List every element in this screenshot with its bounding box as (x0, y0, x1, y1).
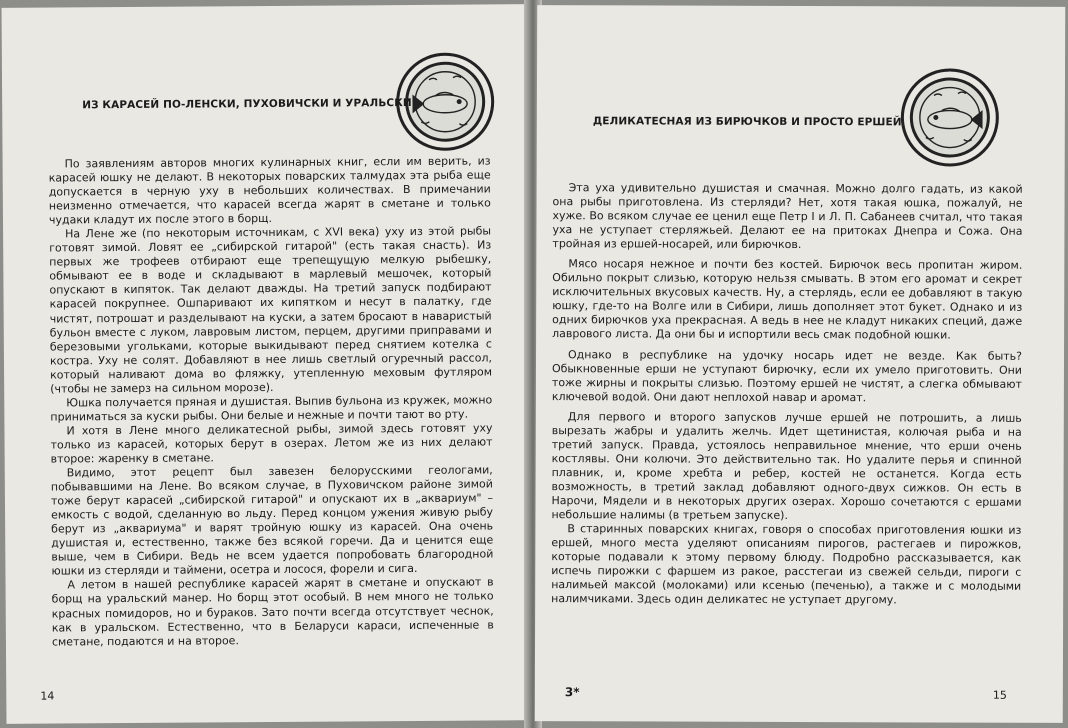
paragraph: В старинных поварских книгах, говоря о способах приготовления юшки из ершей, много места уделяют описаниям пирогов, растегаев и пирожков, которые подавали к этому первому блюду. Подробно рассказывается, как испечь пирожки с фаршем из ракое, расстегаи из свежей сельди, пироги с налимьей максой (молоками) или ксенью (печенью), а также и с молодыми налимчиками. Здесь один деликатес не уступает другому. (551, 522, 1022, 607)
left-heading: ИЗ КАРАСЕЙ ПО-ЛЕНСКИ, ПУХОВИЧСКИ И УРАЛЬСКИ (82, 96, 412, 112)
signature-mark: 3* (564, 685, 580, 700)
paragraph: Для первого и второго запусков лучше ершей не потрошить, а лишь вырезать жабры и удалить желчь. Идет щетинистая, колючая рыба и на третий запуск. Правда, устоялось неправильное мнение, что ерши очень костлявы. Они колючи. Это действительно так. Но удалите перья и спинной плавник, и, кроме хребта и ребер, костей не останется. Когда есть возможность, в третий заклад добавляют одного-двух сижков. Он есть в Нарочи, Мядели и в некоторых других озерах. Хорошо сочетаются с ершами небольшие налимы (в третьем запуске). (551, 409, 1022, 522)
paragraph: Однако в республике на удочку носарь идет не везде. Как быть? Обыкновенные ерши не уступают бирючку, если их умело приготовить. Они тоже жирны и покрыты слизью. Поэтому ершей не чистят, а слегка обмывают ключевой водой. Они дают неплохой навар и аромат. (551, 347, 1023, 404)
paragraph: По заявлениям авторов многих кулинарных книг, если им верить, из карасей юшку не делают. В некоторых поварских талмудах эта рыба еще допускается в черную уху в небольших количествах. В примечании неизменно отмечается, что карасей всегда жарят в сметане и только чудаки кладут их после этого в борщ. (48, 154, 491, 227)
paragraph: На Лене же (по некоторым источникам, с XVI века) уху из этой рыбы готовят зимой. Ловят ее „сибирской гитарой" (есть такая снасть). Из первых же трофеев отбирают еще трепещущую мелкую рыбешку, обмывают ее в воде и складывают в марлевый мешочек, который опускают в кипяток. Так делают дважды. На третий запуск подбирают карасей покрупнее. Ошпаривают их кипятком и несут в палатку, где чистят, потрошат и разделывают на куски, а затем бросают в наваристый бульон вместе с луком, лавровым листом, перцем, другими приправами и березовыми угольками, которые выкидывают перед снятием котелка с костра. Уху не солят. Добавляют в нее лишь светлый огуречный рассол, который наливают дома во фляжку, утепленную меховым футляром (чтобы не замерз на сильном морозе). (49, 224, 493, 396)
left-page (2, 4, 533, 724)
right-heading: ДЕЛИКАТЕСНАЯ ИЗ БИРЮЧКОВ И ПРОСТО ЕРШЕЙ (592, 115, 902, 129)
paragraph: И хотя в Лене много деликатесной рыбы, зимой здесь готовят уху только из карасей, которых берут в озерах. Летом же из них делают второе: жаренку в сметане. (50, 421, 493, 466)
right-page (535, 5, 1065, 723)
paragraph: Эта уха удивительно душистая и смачная. Можно долго гадать, из какой она рыбы приготовлена. Из стерляди? Нет, хотя такая юшка, пожалуй, не хуже. Во всяком случае ее ценил еще Петр I и Л. П. Сабанеев считал, что такая уха не уступает стерляжьей. Делают ее на притоках Днепра и Сожа. Она тройная из ершей-носарей, или бирючков. (552, 181, 1023, 252)
paragraph: Мясо носаря нежное и почти без костей. Бирючок весь пропитан жиром. Обильно покрыт слизью, которую нельзя смывать. В этом его аромат и секрет исключительных вкусовых качеств. Ну, а стерлядь, если ее добавляют в такую юшку, где-то на Волге или в Сибири, лишь дополняет этот букет. Однако и из одних бирючков уха прекрасная. А ведь в нее не кладут никаких специй, даже лаврового листа. Да они бы и испортили весь смак подобной юшки. (552, 257, 1023, 342)
paragraph: Юшка получается пряная и душистая. Выпив бульона из кружек, можно приниматься за куски рыбы. Они белые и нежные и почти тают во рту. (50, 393, 493, 424)
page-number: 14 (40, 689, 55, 703)
page-number: 15 (992, 688, 1007, 702)
right-body-text (551, 181, 1022, 608)
fish-plate-icon (901, 68, 999, 166)
paragraph: Видимо, этот рецепт был завезен белорусскими геологами, побывавшими на Лене. Во всяком случае, в Пуховичском районе зимой тоже берут карасей „сибирской гитарой" и опускают их в „аквариум" – емкость с водой, сделанную во льду. Перед концом ужения живую рыбу берут из „аквариума" и варят тройную юшку из карасей. Она очень душистая и, естественно, также без всякой горечи. Да и ценится еще выше, чем в Сибири. Ведь не всем удается попробовать благородной юшки из стерляди и таймени, осетра и лосося, форели и сига. (50, 463, 494, 578)
left-body-text (49, 154, 494, 649)
paragraph: А летом в нашей республике карасей жарят в сметане и опускают в борщ на уральский манер. Но борщ этот особый. В нем много не только красных помидоров, но и бураков. Зато почти всегда отсутствует чеснок, как в уральском. Естественно, что в Беларуси караси, испеченные в сметане, подаются и на второе. (51, 575, 494, 649)
